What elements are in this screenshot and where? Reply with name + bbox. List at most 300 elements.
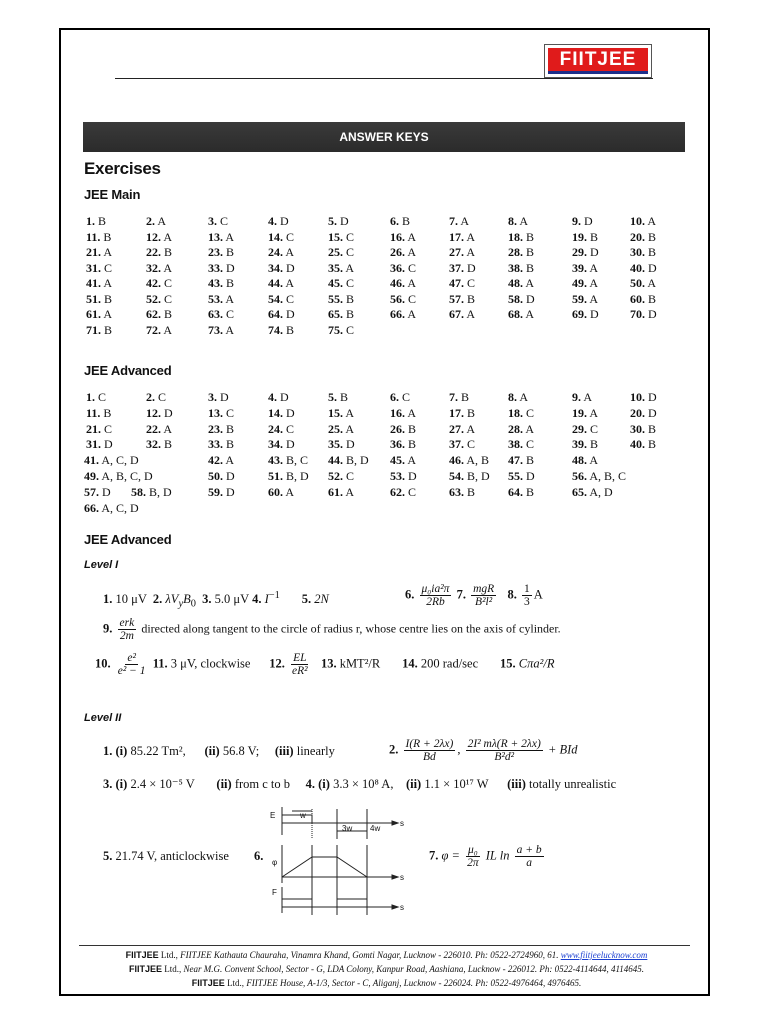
answer-value: A — [407, 453, 417, 468]
jee-main-answer — [328, 323, 354, 337]
jee-advanced-answer — [449, 422, 475, 436]
jee-main-answer — [390, 261, 416, 275]
answer-value: A — [525, 421, 535, 436]
question-number: 51. — [86, 291, 101, 306]
frac-den: 2Rb — [426, 596, 445, 608]
label-3w: 3w — [342, 824, 353, 833]
jee-main-answer — [146, 323, 172, 337]
jee-advanced-answer — [146, 406, 173, 420]
jee-advanced-answer — [268, 485, 294, 499]
jee-main-answer — [449, 230, 475, 244]
footer-ltd: Ltd., — [164, 964, 182, 974]
frac-den: 2π — [467, 857, 479, 869]
question-number: 14. — [268, 405, 283, 420]
jee-advanced-answer — [449, 390, 469, 404]
answer-value: C — [104, 260, 113, 275]
jee-main-answer — [268, 307, 295, 321]
answer-value: A — [519, 390, 529, 404]
question-number: 55. — [508, 469, 523, 483]
jee-advanced-answer — [630, 406, 657, 420]
question-number: 7. — [449, 214, 458, 228]
question-number: 73. — [208, 322, 223, 337]
answer-value: A — [163, 322, 173, 337]
question-number: 68. — [508, 307, 523, 321]
jee-advanced-answer — [572, 469, 626, 483]
jee-main-answer — [86, 230, 111, 244]
label-w: w — [300, 811, 306, 820]
question-number: 26. — [390, 245, 405, 259]
question-number: 28. — [508, 245, 523, 259]
question-number: 15. — [328, 405, 343, 420]
label-phi: φ — [272, 858, 278, 867]
jee-advanced-answer — [508, 422, 534, 436]
jee-advanced-answer — [268, 453, 308, 467]
jee-advanced-answer — [268, 406, 295, 420]
jee-main-answer — [86, 245, 112, 259]
footer-text: FIITJEE Kathauta Chauraha, Vinamra Khand, Gomti Nagar, Lucknow - 226010. Ph: 0522-2724960, 61. — [180, 950, 559, 960]
jee-main-answer — [268, 276, 294, 290]
level-1-answer-row-3: 10. $\frac{\text{e²}}{\text{e² − 1}}$ 11. 3 μV, clockwise 12. $\frac{EL}{\text{eR²}}$ 13. kMT²/R 14. 200 rad/sec 15. Cπa²/R — [95, 652, 555, 677]
answer-value: D — [280, 214, 289, 228]
jee-main-answer — [572, 214, 593, 228]
answer-value: A — [345, 421, 355, 436]
question-number: 34. — [268, 437, 283, 452]
jee-advanced-answer — [449, 469, 490, 483]
answer-value: A — [466, 229, 476, 244]
question-number: 50. — [208, 469, 223, 483]
question-number: 63. — [449, 484, 464, 499]
question-number: 52. — [328, 469, 343, 483]
jee-main-answer — [630, 261, 657, 275]
question-number: 11. — [86, 229, 101, 244]
jee-advanced-answer — [268, 437, 295, 451]
jee-main-answer — [146, 307, 172, 321]
question-number: 21. — [86, 421, 101, 436]
jee-main-answer — [146, 276, 172, 290]
jee-main-answer — [146, 214, 166, 228]
answer-value: B — [164, 307, 173, 321]
answer-value: D — [340, 214, 349, 228]
answer-value: C — [104, 421, 113, 436]
jee-main-answer — [86, 261, 112, 275]
jee-main-answer — [268, 245, 294, 259]
answer-value: A — [525, 307, 535, 321]
jee-main-answer — [449, 261, 476, 275]
jee-main-answer — [146, 230, 172, 244]
phi-curve — [282, 857, 367, 877]
jee-main-answer — [268, 292, 294, 306]
answer-value: A — [285, 484, 295, 499]
answer-value: C — [346, 276, 355, 290]
jee-advanced-answer — [208, 390, 229, 404]
question-number: 28. — [508, 421, 523, 436]
jee-main-answer — [508, 307, 534, 321]
question-number: 27. — [449, 245, 464, 259]
level-2-answer-2: 2. $\frac{I(R + 2\lambda x)}{Bd}$ , $\frac{\text{2I² mλ(R + 2λx)}}{\text{B²d²}}$ + BId — [389, 738, 578, 763]
l2-answer-3-i: 2.4 × 10⁻⁵ V — [130, 777, 195, 791]
question-number: 3. — [208, 390, 217, 404]
label-4w: 4w — [370, 824, 381, 833]
question-number: 55. — [328, 291, 343, 306]
question-number: 38. — [508, 260, 523, 275]
jee-advanced-answer — [508, 390, 528, 404]
answer-value: D — [286, 260, 295, 275]
jee-main-answer — [508, 230, 534, 244]
answer-value: B — [346, 291, 355, 306]
arrow-2 — [392, 875, 398, 879]
jee-main-answer — [449, 245, 475, 259]
answer-value: A — [525, 276, 535, 290]
question-number: 70. — [630, 307, 645, 321]
question-number: 24. — [268, 245, 283, 259]
jee-advanced-answer — [84, 453, 139, 467]
jee-main-answer — [86, 307, 112, 321]
jee-main-answer — [390, 292, 416, 306]
question-number: 66. — [84, 500, 99, 515]
jee-advanced-answer — [84, 485, 111, 499]
answer-value: A — [583, 390, 593, 404]
answer-value: B — [526, 453, 535, 468]
answer-value: A — [466, 421, 476, 436]
answer-value: C — [158, 390, 167, 404]
question-number: 49. — [84, 469, 99, 483]
frac-num: I(R + 2λx) — [405, 738, 454, 750]
answer-value: B, C — [286, 453, 309, 468]
answer-value: A, B, C — [589, 469, 627, 483]
jee-main-answer — [630, 307, 657, 321]
question-number: 60. — [630, 291, 645, 306]
answer-value: B — [104, 291, 113, 306]
question-number: 48. — [508, 276, 523, 290]
jee-advanced-answer — [208, 469, 235, 483]
question-number: 23. — [208, 421, 223, 436]
answer-value: B — [526, 229, 535, 244]
question-number: 64. — [508, 484, 523, 499]
jee-main-answer — [328, 276, 354, 290]
answer-value: A — [103, 276, 113, 290]
jee-advanced-answer — [328, 422, 354, 436]
answer-value: C — [408, 291, 417, 306]
jee-main-answer — [328, 230, 354, 244]
question-number: 63. — [208, 307, 223, 321]
jee-main-answer — [630, 230, 656, 244]
answer-value: A, D — [589, 484, 613, 499]
question-number: 22. — [146, 421, 161, 436]
answer-value: C — [402, 390, 411, 404]
jee-advanced-answer — [449, 485, 475, 499]
jee-advanced-heading-2: JEE Advanced — [84, 532, 172, 547]
question-number: 72. — [146, 322, 161, 337]
question-number: 65. — [572, 484, 587, 499]
l1-answer-9-text: directed along tangent to the circle of radius r, whose centre lies on the axis of cylinder. — [141, 621, 561, 636]
l1-answer-2-b: B — [183, 592, 191, 607]
answer-value: D — [526, 291, 535, 306]
question-number: 5. — [328, 390, 337, 404]
jee-advanced-answer — [328, 469, 354, 483]
question-number: 35. — [328, 437, 343, 452]
question-number: 74. — [268, 322, 283, 337]
question-number: 2. — [146, 390, 155, 404]
jee-advanced-answer — [508, 469, 535, 483]
jee-main-answer — [328, 261, 354, 275]
question-number: 4. — [268, 390, 277, 404]
question-number: 34. — [268, 260, 283, 275]
jee-main-answer — [508, 245, 534, 259]
answer-value: C — [590, 421, 599, 436]
question-number: 42. — [146, 276, 161, 290]
question-number: 48. — [572, 453, 587, 468]
l2-answer-2-tail: + BId — [547, 742, 578, 757]
jee-advanced-answer — [328, 485, 354, 499]
question-number: 75. — [328, 322, 343, 337]
jee-main-answer — [268, 261, 295, 275]
question-number: 23. — [208, 245, 223, 259]
jee-main-answer — [86, 214, 106, 228]
answer-value: C — [346, 245, 355, 259]
l1-answer-6-fraction — [420, 583, 452, 608]
question-number: 64. — [268, 307, 283, 321]
answer-value: B — [286, 322, 295, 337]
answer-value: A — [345, 260, 355, 275]
question-number: 58. — [508, 291, 523, 306]
footer-brand: FIITJEE — [125, 950, 159, 960]
answer-value: C — [164, 276, 173, 290]
question-number: 49. — [572, 276, 587, 290]
answer-value: A — [407, 405, 417, 420]
jee-main-answer — [390, 214, 410, 228]
question-number: 26. — [390, 421, 405, 436]
question-number: 44. — [268, 276, 283, 290]
answer-value: A — [285, 276, 295, 290]
question-number: 1. — [86, 214, 95, 228]
answer-value: D — [226, 469, 235, 483]
answer-value: A — [466, 307, 476, 321]
footer-text: FIITJEE House, A-1/3, Sector - C, Aliganj, Lucknow - 226024. Ph: 0522-4976464, 4976465. — [246, 978, 582, 988]
label-s-2: s — [400, 873, 404, 882]
question-number: 36. — [390, 437, 405, 452]
jee-main-answer — [508, 276, 534, 290]
l1-answer-2: λV — [165, 592, 179, 607]
question-number: 43. — [268, 453, 283, 468]
question-number: 65. — [328, 307, 343, 321]
level-1-answer-row-1-fractions: 6. $\frac{\text{μ₀ia²π}}{2Rb}$ 7. $\frac{\text{mgR}}{\text{B²l²}}$ 8. $\frac{1}{3}$ A — [405, 583, 543, 608]
l1-answer-4: I — [264, 592, 269, 607]
answer-value: A — [589, 276, 599, 290]
answer-value: B — [648, 291, 657, 306]
question-number: 52. — [146, 291, 161, 306]
answer-value: D — [286, 437, 295, 452]
answer-value: D — [286, 307, 295, 321]
jee-main-answer — [572, 292, 598, 306]
question-number: 39. — [572, 260, 587, 275]
jee-main-answer — [390, 307, 416, 321]
frac-num: 1 — [524, 583, 530, 595]
answer-value: A — [466, 245, 476, 259]
question-number: 39. — [572, 437, 587, 452]
frac-den: 3 — [524, 596, 530, 608]
answer-value: B — [226, 276, 235, 290]
jee-advanced-answer — [572, 406, 598, 420]
l1-answer-1: 10 μV — [115, 592, 147, 607]
jee-main-answer — [449, 292, 475, 306]
answer-value: A — [589, 260, 599, 275]
answer-value: D — [648, 260, 657, 275]
question-number: 2. — [146, 214, 155, 228]
answer-value: B — [467, 405, 476, 420]
l2-answer-7-fraction-2 — [515, 844, 544, 869]
question-number: 10. — [630, 214, 645, 228]
f-pulse-1 — [282, 899, 312, 907]
answer-value: A — [157, 214, 167, 228]
jee-advanced-answer — [268, 390, 289, 404]
jee-main-answer — [146, 292, 172, 306]
question-number: 1. — [86, 390, 95, 404]
answer-value: A — [103, 307, 113, 321]
answer-value: C — [286, 291, 295, 306]
answer-value: A — [407, 229, 417, 244]
jee-main-answer — [208, 245, 234, 259]
answer-value: A — [103, 245, 113, 259]
l1-answer-11: 3 μV, clockwise — [170, 656, 251, 671]
answer-value: B — [164, 245, 173, 259]
jee-advanced-answer — [390, 422, 416, 436]
l1-answer-12-fraction — [290, 652, 310, 677]
answer-value: C — [226, 405, 235, 420]
jee-advanced-answer — [86, 390, 106, 404]
question-number: 37. — [449, 260, 464, 275]
frac-num: mgR — [473, 583, 495, 595]
answer-value: B — [226, 437, 235, 452]
answer-value: B — [103, 405, 112, 420]
jee-main-heading: JEE Main — [84, 187, 141, 202]
question-number: 51. — [268, 469, 283, 483]
answer-value: D — [648, 390, 657, 404]
answer-value: C — [467, 437, 476, 452]
answer-value: B — [346, 307, 355, 321]
answer-value: C — [286, 229, 295, 244]
jee-main-answer — [390, 230, 416, 244]
answer-value: B — [648, 245, 657, 259]
frac-den: a — [526, 857, 532, 869]
answer-value: C — [467, 276, 476, 290]
question-number: 54. — [268, 291, 283, 306]
answer-value: B — [226, 245, 235, 259]
label-s-1: s — [400, 819, 404, 828]
jee-main-answer — [630, 292, 656, 306]
level-1-answer-row-2: 9. $\frac{\text{erk}}{2m}$ directed along tangent to the circle of radius r, whose centre lies on the axis of cylinder. — [103, 617, 561, 642]
jee-advanced-answer — [508, 406, 534, 420]
l1-answer-4-sup: −1 — [268, 590, 280, 601]
jee-advanced-answer — [146, 422, 172, 436]
frac-den: 2m — [119, 630, 134, 642]
jee-main-answer — [449, 214, 469, 228]
logo-text: FIITJEE — [548, 48, 648, 74]
answer-value: B — [526, 484, 535, 499]
jee-main-answer — [208, 323, 234, 337]
answer-value: C — [408, 484, 417, 499]
jee-main-answer — [146, 245, 172, 259]
question-number: 4. — [268, 214, 277, 228]
answer-value: D — [104, 437, 113, 452]
question-number: 62. — [146, 307, 161, 321]
jee-advanced-heading: JEE Advanced — [84, 363, 172, 378]
answer-value: D — [346, 437, 355, 452]
answer-value: A — [407, 245, 417, 259]
level-2-answer-row-2: 3. (i) 2.4 × 10⁻⁵ V (ii) from c to b 4. (i) 3.3 × 10⁸ A, (ii) 1.1 × 10¹⁷ W (iii) totally unrealistic — [103, 777, 617, 791]
footer-website-link[interactable]: www.fiitjeelucknow.com — [560, 950, 648, 960]
jee-main-answer — [208, 276, 234, 290]
jee-advanced-answer — [390, 469, 417, 483]
arrow-3 — [392, 905, 398, 909]
answer-value: B — [402, 214, 411, 228]
answer-value: A — [225, 322, 235, 337]
f-pulse-2 — [337, 899, 367, 907]
frac-num: a + b — [516, 844, 542, 856]
jee-main-answer — [630, 214, 656, 228]
l1-answer-3: 5.0 μV — [214, 592, 249, 607]
question-number: 31. — [86, 260, 101, 275]
footer-text: Near M.G. Convent School, Sector - G, LDA Colony, Kanpur Road, Aashiana, Lucknow - 226012. Ph: 0522-4114644, 4114645. — [183, 964, 645, 974]
question-number: 57. — [449, 291, 464, 306]
answer-value: B — [461, 390, 470, 404]
jee-main-answer — [572, 276, 598, 290]
answer-value: A, C, D — [101, 500, 139, 515]
answer-value: A — [225, 229, 235, 244]
jee-advanced-answer — [208, 422, 234, 436]
jee-advanced-answer — [86, 437, 113, 451]
question-number: 56. — [390, 291, 405, 306]
question-number: 57. — [84, 484, 99, 499]
question-number: 40. — [630, 260, 645, 275]
jee-main-answer — [572, 245, 599, 259]
l2-answer-2-fraction-1 — [404, 738, 456, 763]
question-number: 45. — [328, 276, 343, 290]
answer-value: B — [526, 260, 535, 275]
question-number: 35. — [328, 260, 343, 275]
jee-advanced-answer — [508, 453, 534, 467]
question-number: 13. — [208, 405, 223, 420]
question-number: 8. — [508, 390, 517, 404]
question-number: 50. — [630, 276, 645, 290]
question-number: 67. — [449, 307, 464, 321]
jee-advanced-answer — [146, 390, 166, 404]
question-number: 8. — [508, 214, 517, 228]
question-number: 62. — [390, 484, 405, 499]
jee-advanced-answer — [208, 437, 234, 451]
level-2-answer-7: 7. φ = $\frac{\text{μ₀}}{2\pi}$ IL ln $\frac{a + b}{a}$ — [429, 844, 542, 869]
l2-answer-3-ii: from c to b — [234, 777, 291, 791]
answer-value: D — [648, 307, 657, 321]
question-number: 29. — [572, 245, 587, 259]
answer-value: B, D — [467, 469, 490, 483]
jee-main-answer — [449, 307, 475, 321]
jee-main-answer — [208, 292, 234, 306]
question-number: 53. — [208, 291, 223, 306]
jee-advanced-answer — [449, 406, 475, 420]
answer-value: B — [648, 229, 657, 244]
answer-value: C — [526, 405, 535, 420]
answer-value: A — [589, 405, 599, 420]
question-number: 31. — [86, 437, 101, 452]
jee-advanced-answer — [328, 437, 355, 451]
question-number: 7. — [449, 390, 458, 404]
jee-main-answer — [508, 292, 535, 306]
jee-advanced-answer — [508, 485, 534, 499]
jee-main-answer — [328, 292, 354, 306]
answer-value: B, D — [286, 469, 309, 483]
footer-ltd: Ltd., — [227, 978, 245, 988]
fiitjee-logo — [544, 44, 652, 78]
